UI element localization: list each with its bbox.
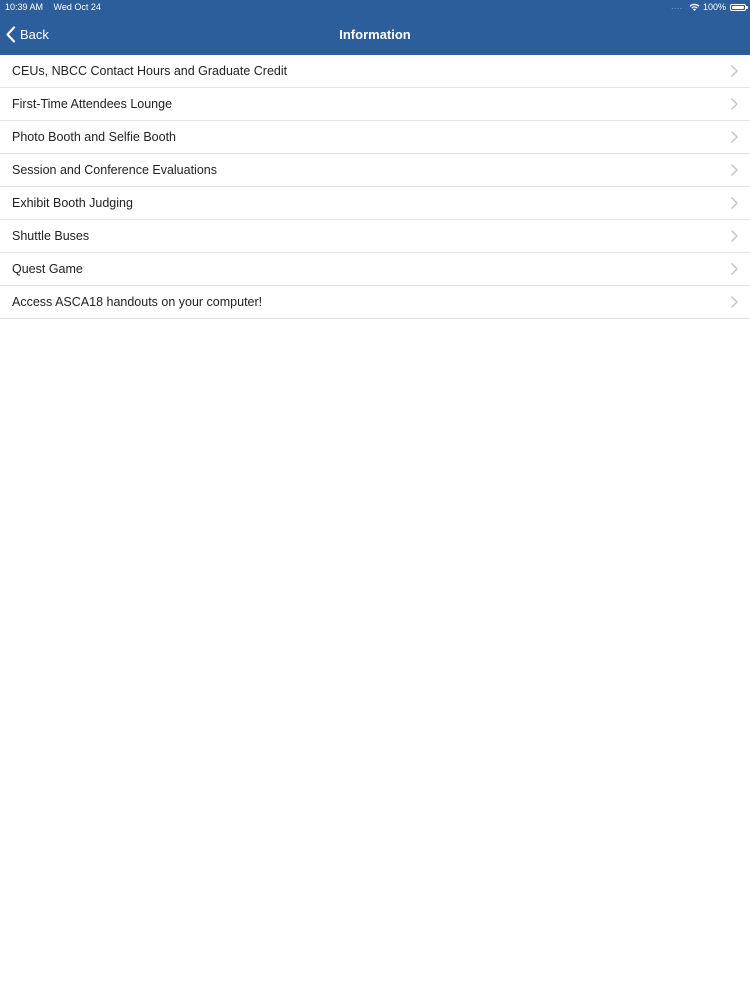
list-item-quest-game[interactable] (0, 253, 750, 286)
battery-icon (730, 4, 746, 11)
chevron-right-icon (731, 131, 738, 143)
list-item-label: Session and Conference Evaluations (12, 163, 217, 177)
list-item-exhibit-judging[interactable] (0, 187, 750, 220)
chevron-right-icon (731, 164, 738, 176)
list-item-label: CEUs, NBCC Contact Hours and Graduate Credit (12, 64, 288, 78)
back-label: Back (20, 27, 49, 42)
list-item-first-time-attendees[interactable] (0, 88, 750, 121)
status-date: Wed Oct 24 (53, 2, 101, 12)
list-item-label: First-Time Attendees Lounge (12, 97, 173, 111)
chevron-right-icon (731, 296, 738, 308)
list-item-label: Shuttle Buses (12, 229, 90, 243)
list-item-label: Photo Booth and Selfie Booth (12, 130, 177, 144)
signal-icon: .... (671, 3, 683, 11)
information-list (0, 55, 750, 319)
status-bar (0, 0, 750, 14)
wifi-icon (689, 3, 700, 12)
status-right (671, 2, 746, 12)
navigation-bar (0, 14, 750, 55)
list-item-shuttle-buses[interactable] (0, 220, 750, 253)
chevron-right-icon (731, 65, 738, 77)
chevron-right-icon (731, 98, 738, 110)
list-item-photo-booth[interactable] (0, 121, 750, 154)
status-left (5, 2, 109, 12)
list-item-ceus[interactable] (0, 55, 750, 88)
list-item-label: Exhibit Booth Judging (12, 196, 133, 210)
battery-percent: 100% (702, 2, 726, 12)
list-item-label: Quest Game (12, 262, 83, 276)
list-item-evaluations[interactable] (0, 154, 750, 187)
page-title: Information (339, 27, 411, 42)
list-item-label: Access ASCA18 handouts on your computer! (12, 295, 263, 309)
chevron-right-icon (731, 197, 738, 209)
chevron-right-icon (731, 263, 738, 275)
battery-fill (732, 6, 744, 9)
list-item-handouts[interactable] (0, 286, 750, 319)
status-time: 10:39 AM (5, 2, 44, 12)
chevron-right-icon (731, 230, 738, 242)
